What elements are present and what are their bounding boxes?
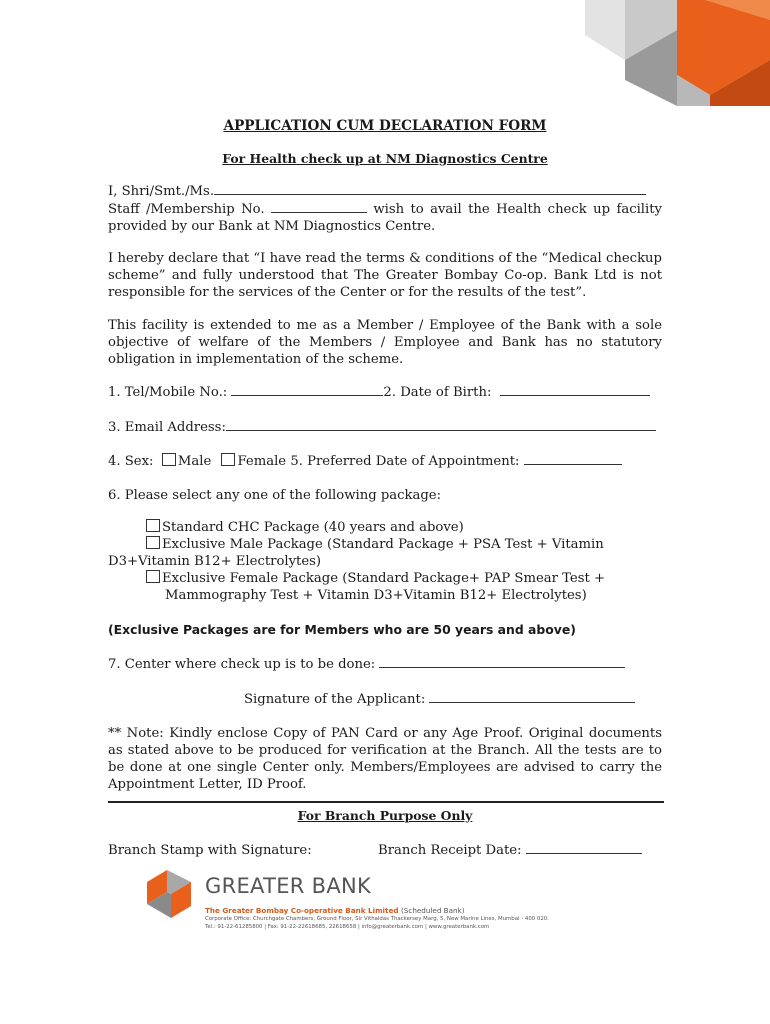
branch-receipt-blank[interactable] <box>526 841 642 854</box>
package-male <box>146 536 662 553</box>
standard-package-label: Standard CHC Package (40 years and above) <box>162 520 464 535</box>
declaration-paragraph: I hereby declare that “I have read the terms & conditions of the “Medical checkup scheme” and fully understood that The Greater Bombay Co-op. Bank Ltd is not responsible for the services of the Center or for the results of the test”. <box>108 251 662 300</box>
package-standard <box>146 519 662 536</box>
membership-line <box>108 200 662 235</box>
form-title: APPLICATION CUM DECLARATION FORM <box>223 118 547 134</box>
email-line <box>108 418 662 436</box>
center-label: 7. Center where check up is to be done: <box>108 657 376 672</box>
membership-blank[interactable] <box>271 200 367 213</box>
male-package-label: Exclusive Male Package (Standard Package + PSA Test + Vitamin <box>162 537 604 552</box>
form-subtitle: For Health check up at NM Diagnostics Centre <box>222 151 548 166</box>
bank-address: Corporate Office: Churchgate Chambers, Ground Floor, Sir Vithaldas Thackersey Marg, 5, New Marine Lines, Mumbai - 400 020. <box>205 916 549 922</box>
bank-full-name <box>205 906 465 915</box>
male-package-checkbox[interactable] <box>146 536 160 549</box>
package-heading: 6. Please select any one of the following package: <box>108 488 442 503</box>
signature-blank[interactable] <box>429 690 635 703</box>
branch-line <box>108 841 662 859</box>
facility-paragraph: This facility is extended to me as a Member / Employee of the Bank with a sole objective of welfare of the Members / Employee and Bank has no statutory obligation in implementation of the scheme. <box>108 318 662 367</box>
bank-name: GREATER BANK <box>205 874 372 898</box>
center-blank[interactable] <box>379 655 625 668</box>
bank-full-name-text: The Greater Bombay Co-operative Bank Limited <box>205 906 399 915</box>
female-label: Female <box>237 454 287 469</box>
male-package-cont: D3+Vitamin B12+ Electrolytes) <box>108 554 322 569</box>
email-label: 3. Email Address: <box>108 420 226 435</box>
branch-title: For Branch Purpose Only <box>297 808 473 823</box>
bank-footer <box>147 868 617 932</box>
email-blank[interactable] <box>226 418 656 431</box>
center-line <box>108 655 662 673</box>
sex-label: 4. Sex: <box>108 454 154 469</box>
female-package-cont: Mammography Test + Vitamin D3+Vitamin B12+ Electrolytes) <box>165 588 587 603</box>
female-checkbox[interactable] <box>221 453 235 466</box>
form-body <box>108 118 662 859</box>
note-paragraph: ** Note: Kindly enclose Copy of PAN Card or any Age Proof. Original documents as stated above to be produced for verification at the Branch. All the tests are to be done at one single Center only. Members/Employees are advised to carry the Appointment Letter, ID Proof. <box>108 726 662 792</box>
bank-contact: Tel.: 91-22-61285800 | Fax: 91-22-22618685, 22618658 | info@greaterbank.com | www.greaterbank.com <box>205 924 490 930</box>
male-label: Male <box>177 454 212 469</box>
appointment-label: 5. Preferred Date of Appointment: <box>290 454 520 469</box>
branch-stamp-label: Branch Stamp with Signature: <box>108 843 312 858</box>
appointment-blank[interactable] <box>524 452 622 465</box>
name-blank[interactable] <box>214 182 646 195</box>
dob-label: 2. Date of Birth: <box>383 385 492 400</box>
greater-bank-logo-icon <box>147 870 195 920</box>
female-package-label: Exclusive Female Package (Standard Package+ PAP Smear Test + <box>162 571 606 586</box>
scheduled-bank: (Scheduled Bank) <box>401 906 465 915</box>
male-checkbox[interactable] <box>162 453 176 466</box>
membership-label: Staff /Membership No. <box>108 202 265 217</box>
tel-label: 1. Tel/Mobile No.: <box>108 385 228 400</box>
dob-blank[interactable] <box>500 383 650 396</box>
name-line <box>108 182 662 200</box>
tel-blank[interactable] <box>231 383 383 396</box>
corner-logo-graphic <box>585 0 770 106</box>
tel-dob-line <box>108 383 662 401</box>
signature-line <box>108 690 662 708</box>
standard-package-checkbox[interactable] <box>146 519 160 532</box>
name-label: I, Shri/Smt./Ms. <box>108 184 215 199</box>
sex-date-line <box>108 452 662 470</box>
exclusive-note: (Exclusive Packages are for Members who are 50 years and above) <box>108 622 576 637</box>
signature-label: Signature of the Applicant: <box>244 692 426 707</box>
package-female <box>146 570 662 587</box>
membership-text: wish to avail the Health check up facility provided by our Bank at NM Diagnostics Centre. <box>108 202 662 234</box>
branch-receipt-label: Branch Receipt Date: <box>378 843 522 858</box>
female-package-checkbox[interactable] <box>146 570 160 583</box>
